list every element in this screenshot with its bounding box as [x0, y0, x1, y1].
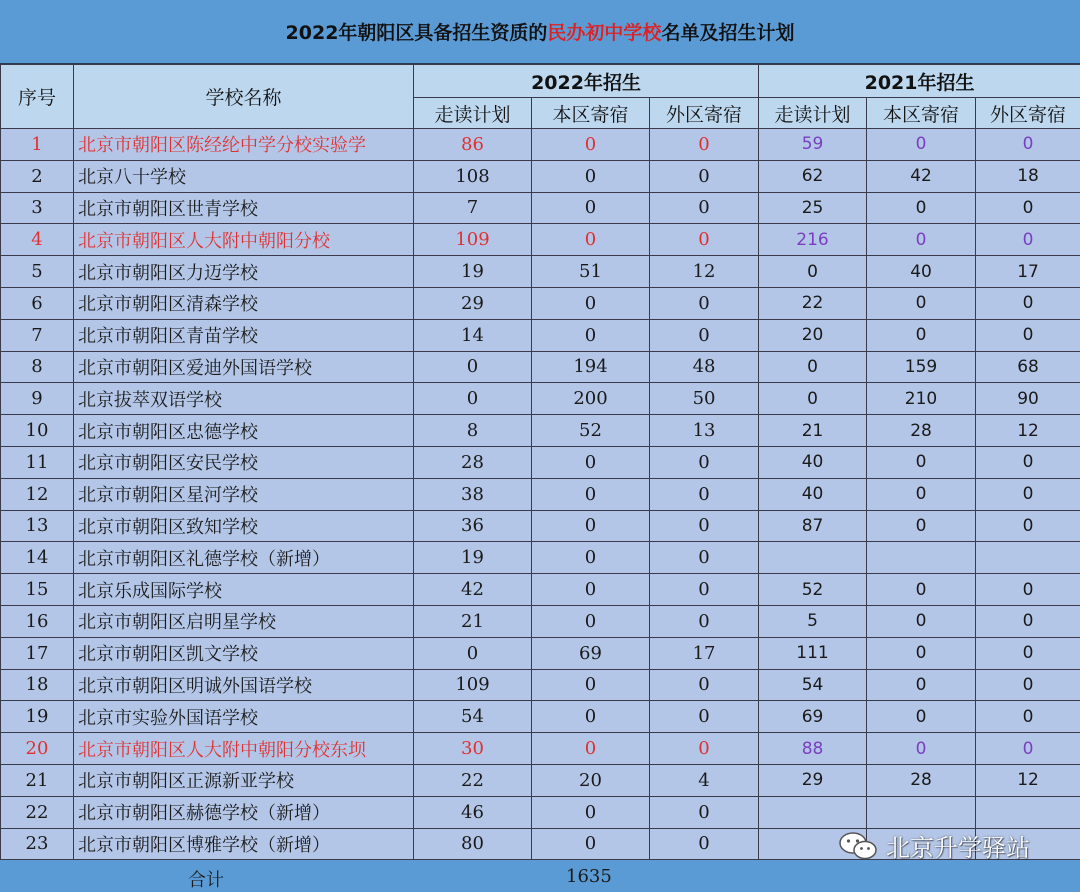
cell-index: 4	[1, 224, 74, 256]
cell-2022-value: 0	[650, 319, 759, 351]
cell-index: 22	[1, 796, 74, 828]
cell-2021-value	[976, 796, 1080, 828]
cell-2022-value: 0	[650, 287, 759, 319]
cell-2022-value: 0	[532, 701, 650, 733]
cell-2021-value: 0	[867, 574, 976, 606]
cell-2021-value: 0	[867, 701, 976, 733]
watermark-text: 北京升学驿站	[886, 834, 1030, 862]
cell-2022-value: 0	[532, 224, 650, 256]
cell-2021-value: 0	[976, 510, 1080, 542]
cell-2021-value	[867, 542, 976, 574]
cell-2021-value: 0	[976, 733, 1080, 765]
table-row	[1, 287, 1080, 319]
cell-2021-value: 42	[867, 160, 976, 192]
cell-2021-value: 0	[867, 287, 976, 319]
header-2021-outside-boarding: 外区寄宿	[976, 98, 1080, 129]
cell-2021-value: 90	[976, 383, 1080, 415]
cell-2021-value: 87	[759, 510, 867, 542]
cell-index: 8	[1, 351, 74, 383]
cell-2021-value	[976, 542, 1080, 574]
cell-2022-value: 0	[414, 351, 532, 383]
cell-2022-value: 22	[414, 764, 532, 796]
cell-2022-value: 0	[532, 160, 650, 192]
cell-2022-value: 0	[532, 287, 650, 319]
cell-2022-value: 17	[650, 637, 759, 669]
title-bar	[0, 0, 1080, 64]
cell-2021-value: 68	[976, 351, 1080, 383]
cell-school-name: 北京市朝阳区致知学校	[74, 510, 414, 542]
cell-2022-value: 0	[650, 796, 759, 828]
cell-2022-value: 0	[532, 192, 650, 224]
cell-school-name: 北京市朝阳区忠德学校	[74, 415, 414, 447]
cell-2021-value: 0	[759, 383, 867, 415]
cell-2021-value: 28	[867, 764, 976, 796]
cell-2022-value: 0	[532, 129, 650, 161]
cell-2021-value: 0	[976, 605, 1080, 637]
cell-index: 19	[1, 701, 74, 733]
cell-2021-value: 0	[867, 478, 976, 510]
cell-index: 5	[1, 256, 74, 288]
cell-school-name: 北京市朝阳区明诚外国语学校	[74, 669, 414, 701]
cell-2021-value: 5	[759, 605, 867, 637]
cell-2021-value: 0	[976, 319, 1080, 351]
page-title	[286, 18, 795, 45]
cell-school-name: 北京市朝阳区凯文学校	[74, 637, 414, 669]
cell-2022-value: 0	[532, 446, 650, 478]
cell-school-name: 北京乐成国际学校	[74, 574, 414, 606]
table-row	[1, 415, 1080, 447]
cell-2021-value: 0	[976, 224, 1080, 256]
cell-index: 17	[1, 637, 74, 669]
cell-2021-value: 0	[976, 446, 1080, 478]
cell-2022-value: 42	[414, 574, 532, 606]
header-2022-commute: 走读计划	[414, 98, 532, 129]
header-2022-outside-boarding: 外区寄宿	[650, 98, 759, 129]
cell-2022-value: 30	[414, 733, 532, 765]
cell-index: 11	[1, 446, 74, 478]
cell-2022-value: 50	[650, 383, 759, 415]
cell-2021-value: 88	[759, 733, 867, 765]
table-row	[1, 605, 1080, 637]
cell-index: 10	[1, 415, 74, 447]
cell-2021-value: 159	[867, 351, 976, 383]
cell-2021-value: 21	[759, 415, 867, 447]
cell-2022-value: 0	[650, 701, 759, 733]
cell-2021-value: 0	[867, 605, 976, 637]
cell-2021-value: 40	[759, 446, 867, 478]
cell-school-name: 北京市朝阳区陈经纶中学分校实验学	[74, 129, 414, 161]
watermark	[838, 828, 1030, 863]
total-label: 合计	[188, 870, 224, 891]
header-2021-local-boarding: 本区寄宿	[867, 98, 976, 129]
header-index: 序号	[1, 65, 74, 129]
table-row	[1, 796, 1080, 828]
cell-2022-value: 14	[414, 319, 532, 351]
cell-school-name: 北京市朝阳区清森学校	[74, 287, 414, 319]
table-row	[1, 160, 1080, 192]
cell-2021-value: 52	[759, 574, 867, 606]
table-row	[1, 224, 1080, 256]
cell-index: 3	[1, 192, 74, 224]
cell-2022-value: 108	[414, 160, 532, 192]
cell-index: 9	[1, 383, 74, 415]
table-row	[1, 446, 1080, 478]
cell-2021-value: 20	[759, 319, 867, 351]
table-row	[1, 542, 1080, 574]
cell-2021-value: 40	[759, 478, 867, 510]
table-row	[1, 574, 1080, 606]
cell-2022-value: 20	[532, 764, 650, 796]
cell-2022-value: 0	[650, 446, 759, 478]
cell-index: 1	[1, 129, 74, 161]
cell-school-name: 北京市朝阳区青苗学校	[74, 319, 414, 351]
cell-2021-value: 0	[976, 669, 1080, 701]
cell-2022-value: 0	[532, 733, 650, 765]
cell-2021-value: 111	[759, 637, 867, 669]
cell-2021-value: 0	[867, 446, 976, 478]
table-row	[1, 510, 1080, 542]
cell-index: 7	[1, 319, 74, 351]
cell-school-name: 北京市朝阳区正源新亚学校	[74, 764, 414, 796]
cell-school-name: 北京拔萃双语学校	[74, 383, 414, 415]
cell-2022-value: 12	[650, 256, 759, 288]
cell-school-name: 北京市朝阳区礼德学校（新增）	[74, 542, 414, 574]
cell-2022-value: 69	[532, 637, 650, 669]
cell-2021-value: 0	[976, 192, 1080, 224]
cell-school-name: 北京市朝阳区世青学校	[74, 192, 414, 224]
table-row	[1, 383, 1080, 415]
cell-2022-value: 46	[414, 796, 532, 828]
cell-2022-value: 0	[532, 669, 650, 701]
cell-2022-value: 19	[414, 256, 532, 288]
cell-2021-value: 40	[867, 256, 976, 288]
cell-2022-value: 13	[650, 415, 759, 447]
cell-2021-value: 0	[976, 478, 1080, 510]
cell-school-name: 北京市朝阳区爱迪外国语学校	[74, 351, 414, 383]
cell-2021-value: 216	[759, 224, 867, 256]
table-row	[1, 256, 1080, 288]
cell-2022-value: 0	[650, 510, 759, 542]
table-row	[1, 733, 1080, 765]
cell-2022-value: 109	[414, 224, 532, 256]
total-row	[0, 860, 1080, 892]
table-row	[1, 192, 1080, 224]
cell-2022-value: 36	[414, 510, 532, 542]
table-row	[1, 351, 1080, 383]
cell-2021-value: 59	[759, 129, 867, 161]
cell-2021-value: 22	[759, 287, 867, 319]
cell-2022-value: 4	[650, 764, 759, 796]
cell-2022-value: 0	[532, 574, 650, 606]
table-row	[1, 764, 1080, 796]
cell-2022-value: 0	[650, 192, 759, 224]
cell-2021-value: 12	[976, 415, 1080, 447]
cell-index: 20	[1, 733, 74, 765]
cell-2022-value: 200	[532, 383, 650, 415]
cell-index: 16	[1, 605, 74, 637]
cell-2021-value: 0	[759, 256, 867, 288]
cell-2021-value	[867, 796, 976, 828]
header-school: 学校名称	[74, 65, 414, 129]
cell-2021-value: 25	[759, 192, 867, 224]
wechat-icon	[838, 831, 878, 861]
cell-2021-value: 0	[867, 129, 976, 161]
cell-2021-value: 62	[759, 160, 867, 192]
cell-2021-value: 0	[867, 224, 976, 256]
cell-2021-value	[759, 542, 867, 574]
cell-2021-value: 0	[867, 192, 976, 224]
cell-2021-value: 18	[976, 160, 1080, 192]
cell-2021-value: 0	[976, 637, 1080, 669]
cell-index: 6	[1, 287, 74, 319]
header-2021: 2021年招生	[759, 65, 1080, 98]
table-row	[1, 129, 1080, 161]
cell-index: 14	[1, 542, 74, 574]
cell-2021-value: 210	[867, 383, 976, 415]
cell-2022-value: 54	[414, 701, 532, 733]
cell-index: 15	[1, 574, 74, 606]
cell-2022-value: 0	[650, 828, 759, 860]
cell-2022-value: 194	[532, 351, 650, 383]
cell-2021-value: 12	[976, 764, 1080, 796]
cell-2022-value: 0	[650, 669, 759, 701]
cell-2022-value: 38	[414, 478, 532, 510]
cell-2022-value: 0	[650, 224, 759, 256]
cell-2022-value: 0	[650, 478, 759, 510]
cell-2021-value: 0	[976, 574, 1080, 606]
cell-2022-value: 0	[650, 542, 759, 574]
cell-2022-value: 0	[532, 828, 650, 860]
cell-2022-value: 0	[650, 160, 759, 192]
cell-2022-value: 0	[650, 605, 759, 637]
cell-school-name: 北京市朝阳区人大附中朝阳分校	[74, 224, 414, 256]
header-2021-commute: 走读计划	[759, 98, 867, 129]
cell-2022-value: 0	[532, 605, 650, 637]
cell-2022-value: 0	[532, 319, 650, 351]
cell-2021-value: 17	[976, 256, 1080, 288]
cell-school-name: 北京市朝阳区启明星学校	[74, 605, 414, 637]
cell-2021-value: 69	[759, 701, 867, 733]
cell-2022-value: 0	[532, 542, 650, 574]
cell-2022-value: 0	[414, 383, 532, 415]
cell-2022-value: 7	[414, 192, 532, 224]
title-suffix: 名单及招生计划	[661, 22, 795, 44]
cell-school-name: 北京市朝阳区安民学校	[74, 446, 414, 478]
table-row	[1, 319, 1080, 351]
title-highlight: 民办初中学校	[547, 22, 662, 44]
cell-2021-value: 0	[976, 287, 1080, 319]
enrollment-table	[0, 64, 1080, 860]
cell-2021-value: 0	[759, 351, 867, 383]
cell-2022-value: 52	[532, 415, 650, 447]
cell-school-name: 北京市朝阳区力迈学校	[74, 256, 414, 288]
table-body	[1, 129, 1080, 860]
cell-2022-value: 80	[414, 828, 532, 860]
cell-2022-value: 0	[650, 733, 759, 765]
cell-index: 13	[1, 510, 74, 542]
cell-2022-value: 8	[414, 415, 532, 447]
cell-2022-value: 28	[414, 446, 532, 478]
cell-2022-value: 51	[532, 256, 650, 288]
header-2022: 2022年招生	[414, 65, 759, 98]
cell-2022-value: 48	[650, 351, 759, 383]
header-2022-local-boarding: 本区寄宿	[532, 98, 650, 129]
cell-2021-value: 29	[759, 764, 867, 796]
cell-school-name: 北京市朝阳区星河学校	[74, 478, 414, 510]
cell-index: 12	[1, 478, 74, 510]
cell-2022-value: 0	[532, 796, 650, 828]
cell-2021-value: 0	[976, 701, 1080, 733]
cell-2022-value: 109	[414, 669, 532, 701]
cell-index: 2	[1, 160, 74, 192]
cell-2021-value: 0	[867, 510, 976, 542]
cell-2022-value: 0	[650, 129, 759, 161]
total-value: 1635	[566, 866, 612, 887]
cell-2022-value: 0	[532, 478, 650, 510]
table-row	[1, 478, 1080, 510]
table-row	[1, 637, 1080, 669]
cell-2022-value: 86	[414, 129, 532, 161]
cell-2021-value: 28	[867, 415, 976, 447]
table-row	[1, 701, 1080, 733]
cell-2021-value: 0	[976, 129, 1080, 161]
cell-school-name: 北京八十学校	[74, 160, 414, 192]
cell-2022-value: 29	[414, 287, 532, 319]
cell-school-name: 北京市朝阳区博雅学校（新增）	[74, 828, 414, 860]
cell-2022-value: 0	[650, 574, 759, 606]
cell-index: 18	[1, 669, 74, 701]
cell-2021-value: 0	[867, 733, 976, 765]
cell-index: 23	[1, 828, 74, 860]
cell-2022-value: 0	[532, 510, 650, 542]
cell-2021-value: 0	[867, 669, 976, 701]
cell-2022-value: 0	[414, 637, 532, 669]
cell-school-name: 北京市实验外国语学校	[74, 701, 414, 733]
cell-2021-value	[759, 796, 867, 828]
table-row	[1, 669, 1080, 701]
cell-2021-value: 54	[759, 669, 867, 701]
cell-2021-value: 0	[867, 319, 976, 351]
cell-2022-value: 21	[414, 605, 532, 637]
cell-2022-value: 19	[414, 542, 532, 574]
cell-school-name: 北京市朝阳区赫德学校（新增）	[74, 796, 414, 828]
cell-index: 21	[1, 764, 74, 796]
cell-school-name: 北京市朝阳区人大附中朝阳分校东坝	[74, 733, 414, 765]
cell-2021-value: 0	[867, 637, 976, 669]
title-prefix: 2022年朝阳区具备招生资质的	[285, 22, 548, 44]
